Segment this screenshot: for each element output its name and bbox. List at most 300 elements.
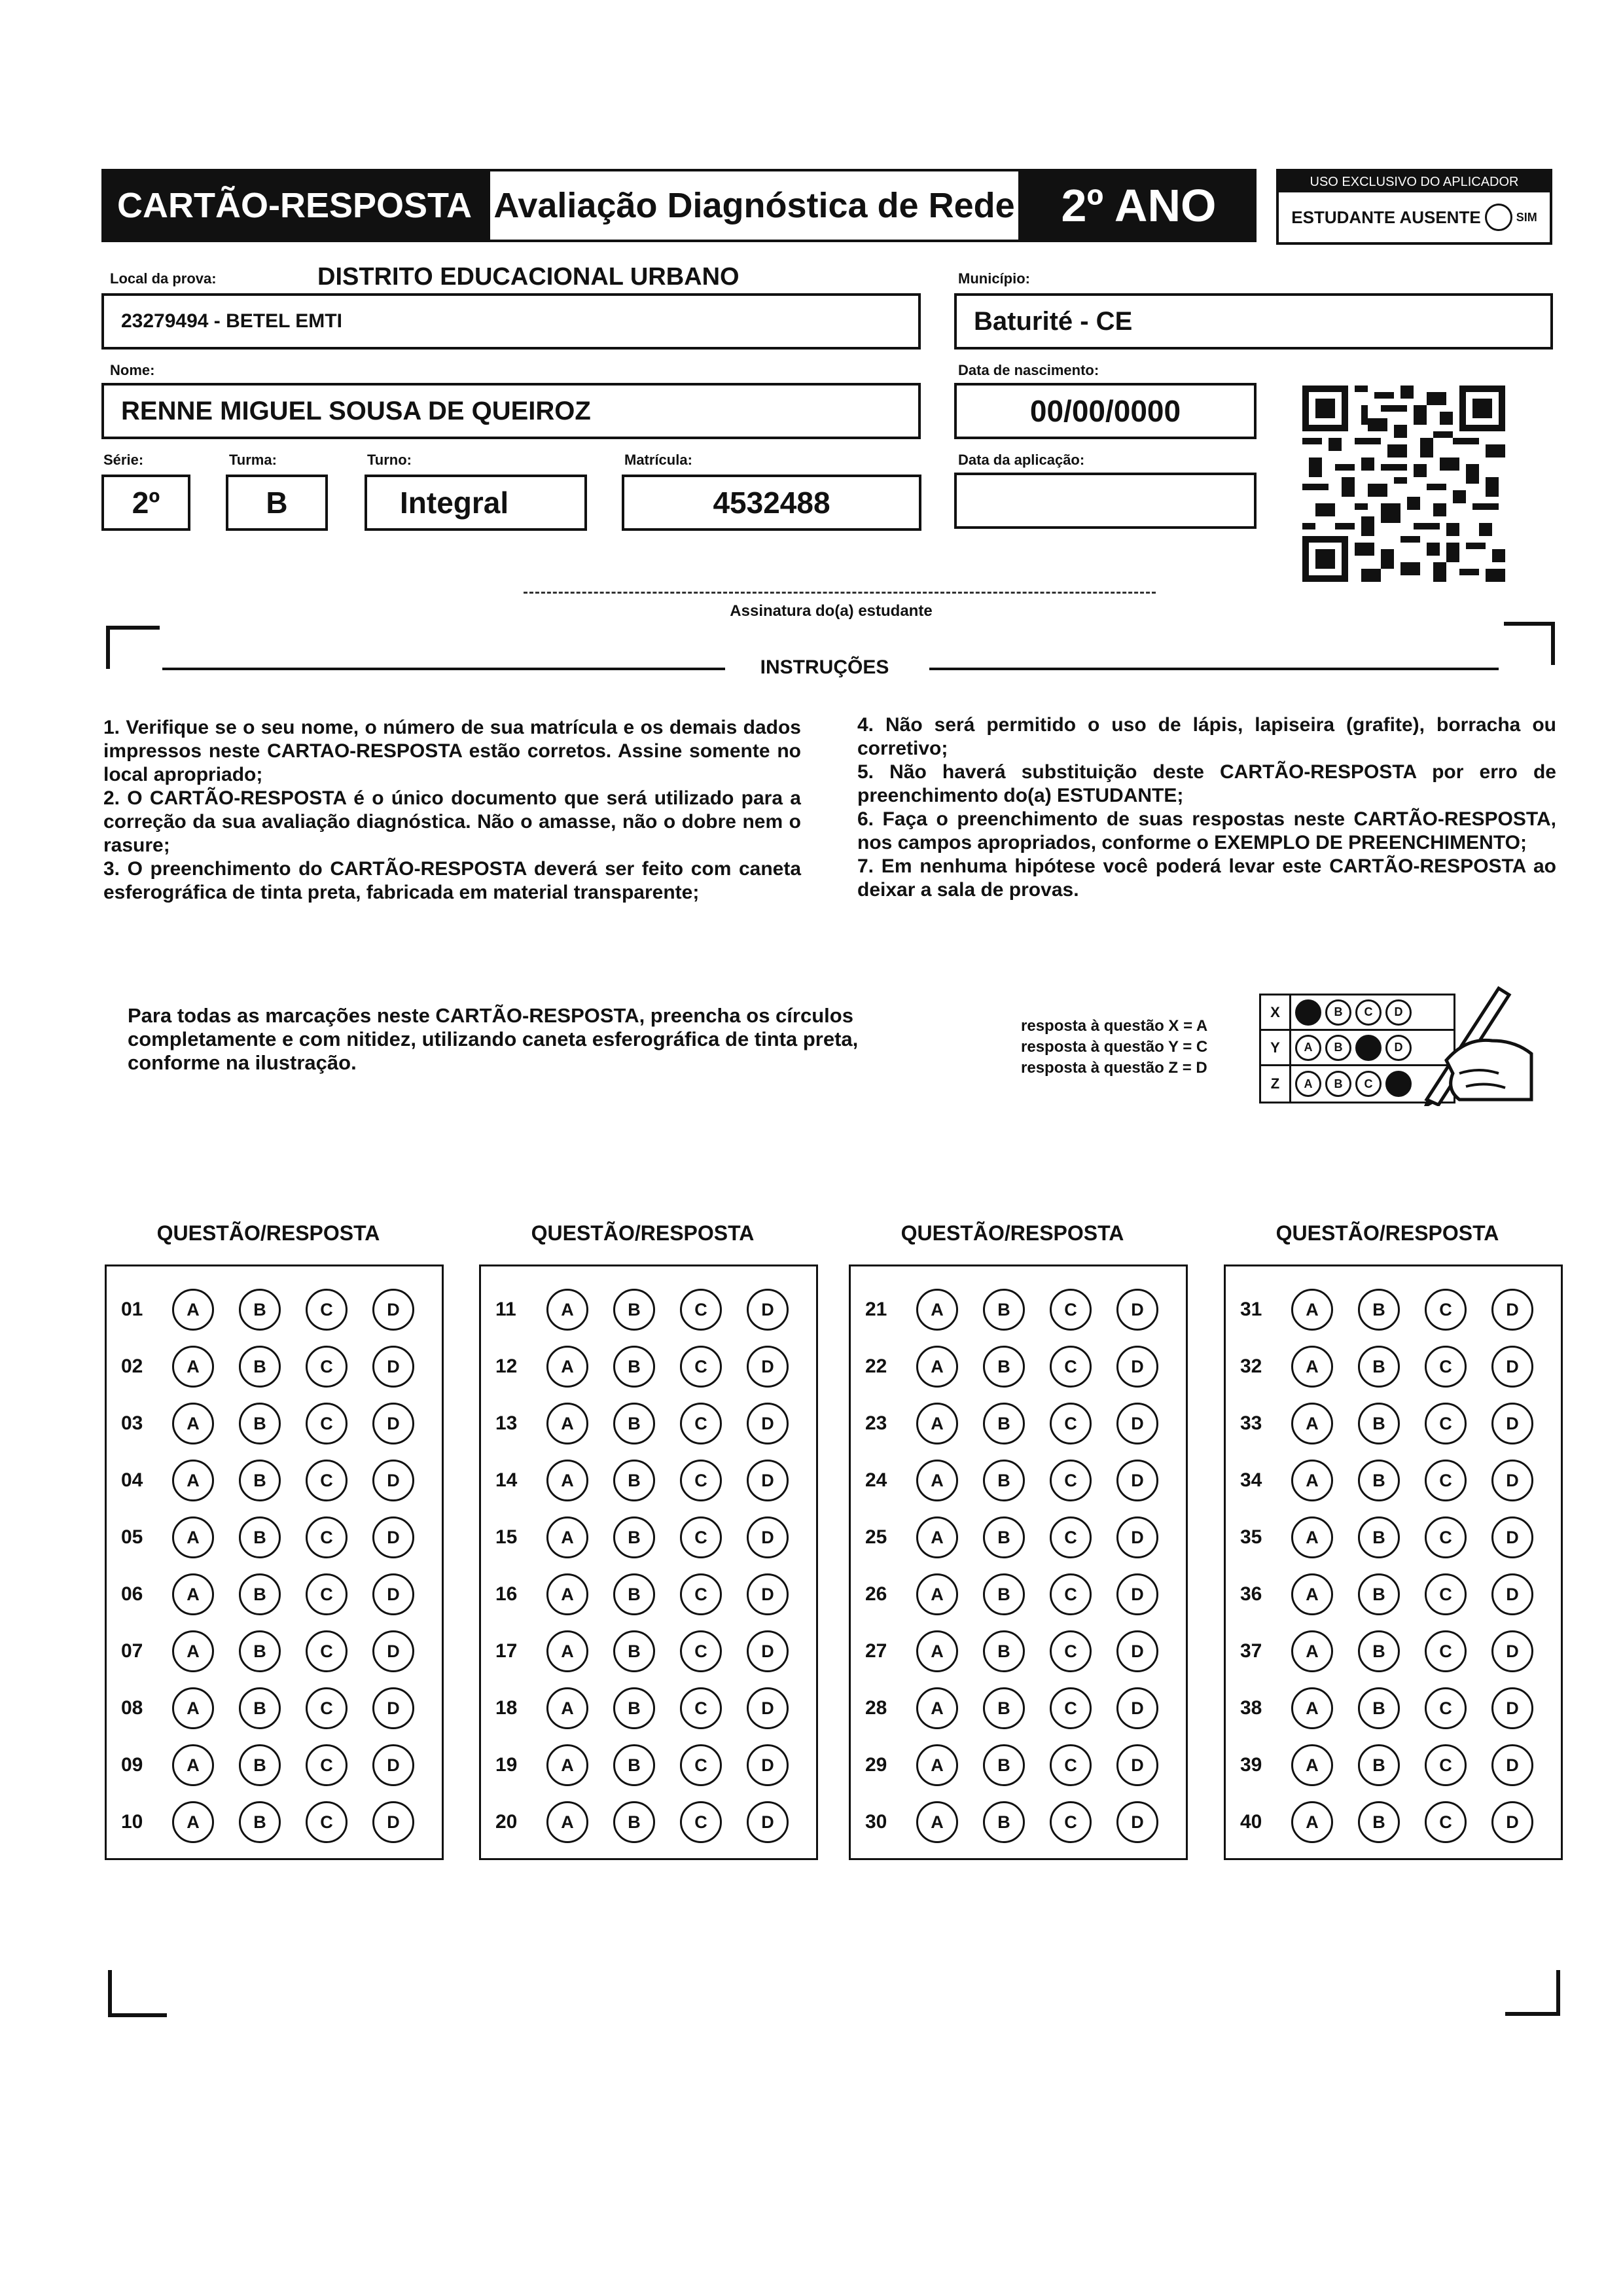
instruction-3: 3. O preenchimento do CARTÃO-RESPOSTA deverá ser feito com caneta esferográfica de tinta preta, fabricada em material transparente; xyxy=(103,858,801,903)
bubble-c[interactable]: C xyxy=(306,1801,348,1843)
bubble-d[interactable]: D xyxy=(1116,1801,1158,1843)
bubble-d[interactable]: D xyxy=(1116,1573,1158,1615)
example-row-label: Z xyxy=(1261,1066,1291,1102)
bubble-d[interactable]: D xyxy=(1116,1460,1158,1501)
bubble-c[interactable]: C xyxy=(1425,1346,1467,1388)
example-row-label: Y xyxy=(1261,1030,1291,1066)
question-number: 23 xyxy=(865,1412,887,1434)
question-row xyxy=(481,1801,813,1843)
bubble-c[interactable]: C xyxy=(1050,1516,1092,1558)
bubble-a[interactable]: A xyxy=(172,1801,214,1843)
bubble-a[interactable]: A xyxy=(1291,1346,1333,1388)
bubble-b[interactable]: B xyxy=(613,1403,655,1444)
bubble-a[interactable]: A xyxy=(546,1346,588,1388)
question-number: 19 xyxy=(495,1754,518,1776)
column-title-1: QUESTÃO/RESPOSTA xyxy=(156,1221,380,1245)
bubble-b[interactable]: B xyxy=(239,1460,281,1501)
question-number: 27 xyxy=(865,1640,887,1662)
question-number: 33 xyxy=(1240,1412,1262,1434)
bubble-b[interactable]: B xyxy=(239,1289,281,1331)
instruction-6: 6. Faça o preenchimento de suas respostas neste CARTÃO-RESPOSTA, nos campos apropriados, conforme o EXEMPLO DE PREENCHIMENTO; xyxy=(857,808,1556,853)
example-bubble-d: D xyxy=(1385,1035,1412,1061)
bubble-b[interactable]: B xyxy=(613,1687,655,1729)
bubble-a[interactable]: A xyxy=(1291,1687,1333,1729)
question-number: 32 xyxy=(1240,1355,1262,1377)
bubble-d[interactable]: D xyxy=(747,1573,789,1615)
question-row xyxy=(107,1460,439,1501)
bubble-d[interactable]: D xyxy=(372,1744,414,1786)
bubble-b[interactable]: B xyxy=(983,1289,1025,1331)
bubble-c[interactable]: C xyxy=(1425,1516,1467,1558)
instructions-rule-left xyxy=(162,668,725,670)
bubble-b[interactable]: B xyxy=(1358,1801,1400,1843)
question-number: 04 xyxy=(121,1469,143,1491)
bubble-a[interactable]: A xyxy=(1291,1801,1333,1843)
bubble-c[interactable]: C xyxy=(680,1744,722,1786)
turno-field: Integral xyxy=(365,475,587,531)
bubble-a[interactable]: A xyxy=(916,1289,958,1331)
bubble-a[interactable]: A xyxy=(1291,1630,1333,1672)
question-number: 18 xyxy=(495,1697,518,1719)
bubble-b[interactable]: B xyxy=(1358,1289,1400,1331)
bubble-c[interactable]: C xyxy=(680,1289,722,1331)
bubble-a[interactable]: A xyxy=(172,1573,214,1615)
bubble-d[interactable]: D xyxy=(747,1346,789,1388)
bubble-b[interactable]: B xyxy=(239,1573,281,1615)
bubble-a[interactable]: A xyxy=(1291,1744,1333,1786)
question-number: 07 xyxy=(121,1640,143,1662)
question-row xyxy=(481,1460,813,1501)
turma-field: B xyxy=(226,475,328,531)
bubble-c[interactable]: C xyxy=(680,1346,722,1388)
bubble-c[interactable]: C xyxy=(1050,1630,1092,1672)
applicator-box xyxy=(1276,169,1552,245)
question-row xyxy=(851,1516,1183,1558)
bubble-a[interactable]: A xyxy=(916,1460,958,1501)
question-column-2 xyxy=(479,1265,818,1860)
bubble-c[interactable]: C xyxy=(306,1573,348,1615)
bubble-c[interactable]: C xyxy=(1425,1289,1467,1331)
bubble-c[interactable]: C xyxy=(680,1573,722,1615)
question-number: 38 xyxy=(1240,1697,1262,1719)
instruction-1: 1. Verifique se o seu nome, o número de sua matrícula e os demais dados impressos neste CARTAO-RESPOSTA estão corretos. Assine somente no local apropriado; xyxy=(103,717,801,785)
question-number: 29 xyxy=(865,1754,887,1776)
bubble-d[interactable]: D xyxy=(372,1289,414,1331)
exam-title: Avaliação Diagnóstica de Rede xyxy=(488,169,1021,242)
bubble-b[interactable]: B xyxy=(1358,1346,1400,1388)
bubble-d[interactable]: D xyxy=(747,1516,789,1558)
bubble-d[interactable]: D xyxy=(1491,1687,1533,1729)
bubble-c[interactable]: C xyxy=(306,1687,348,1729)
pen-hand-illustration xyxy=(1407,975,1538,1106)
bubble-c[interactable]: C xyxy=(680,1801,722,1843)
bubble-a[interactable]: A xyxy=(1291,1460,1333,1501)
bubble-d[interactable]: D xyxy=(372,1516,414,1558)
bubble-b[interactable]: B xyxy=(239,1346,281,1388)
bubble-b[interactable]: B xyxy=(239,1687,281,1729)
bubble-b[interactable]: B xyxy=(239,1516,281,1558)
bubble-b[interactable]: B xyxy=(1358,1744,1400,1786)
bubble-c[interactable]: C xyxy=(1050,1744,1092,1786)
bubble-d[interactable]: D xyxy=(372,1403,414,1444)
question-row xyxy=(1226,1460,1558,1501)
bubble-a[interactable]: A xyxy=(172,1744,214,1786)
bubble-d[interactable]: D xyxy=(372,1346,414,1388)
absent-label: ESTUDANTE AUSENTE xyxy=(1291,207,1481,227)
bubble-b[interactable]: B xyxy=(983,1744,1025,1786)
example-bubble-a: A xyxy=(1295,1071,1321,1097)
bubble-d[interactable]: D xyxy=(747,1687,789,1729)
question-row xyxy=(1226,1744,1558,1786)
bubble-c[interactable]: C xyxy=(1425,1801,1467,1843)
matricula-label: Matrícula: xyxy=(624,452,692,468)
bubble-d[interactable]: D xyxy=(372,1687,414,1729)
bubble-b[interactable]: B xyxy=(1358,1630,1400,1672)
question-number: 31 xyxy=(1240,1299,1262,1320)
question-number: 34 xyxy=(1240,1469,1262,1491)
bubble-c[interactable]: C xyxy=(1425,1744,1467,1786)
bubble-b[interactable]: B xyxy=(983,1687,1025,1729)
card-title: CARTÃO-RESPOSTA xyxy=(101,169,488,242)
example-bubble-c xyxy=(1355,1035,1382,1061)
bubble-b[interactable]: B xyxy=(1358,1403,1400,1444)
bubble-c[interactable]: C xyxy=(1425,1630,1467,1672)
question-number: 10 xyxy=(121,1811,143,1833)
example-bubble-b: B xyxy=(1325,1071,1351,1097)
bubble-d[interactable]: D xyxy=(1491,1744,1533,1786)
example-legend-y: resposta à questão Y = C xyxy=(1021,1038,1208,1056)
bubble-b[interactable]: B xyxy=(1358,1573,1400,1615)
question-number: 37 xyxy=(1240,1640,1262,1662)
question-row xyxy=(107,1630,439,1672)
bubble-a[interactable]: A xyxy=(1291,1289,1333,1331)
bubble-d[interactable]: D xyxy=(372,1573,414,1615)
bubble-c[interactable]: C xyxy=(1425,1460,1467,1501)
bubble-c[interactable]: C xyxy=(306,1516,348,1558)
question-row xyxy=(107,1687,439,1729)
local-region: DISTRITO EDUCACIONAL URBANO xyxy=(317,263,740,291)
bubble-a[interactable]: A xyxy=(546,1460,588,1501)
question-row xyxy=(481,1630,813,1672)
bubble-a[interactable]: A xyxy=(172,1403,214,1444)
bubble-c[interactable]: C xyxy=(306,1744,348,1786)
nascimento-label: Data de nascimento: xyxy=(958,362,1099,378)
question-row xyxy=(1226,1573,1558,1615)
bubble-d[interactable]: D xyxy=(1491,1460,1533,1501)
bubble-b[interactable]: B xyxy=(239,1801,281,1843)
bubble-b[interactable]: B xyxy=(613,1346,655,1388)
question-number: 25 xyxy=(865,1526,887,1548)
bubble-d[interactable]: D xyxy=(1491,1289,1533,1331)
bubble-b[interactable]: B xyxy=(983,1630,1025,1672)
bubble-a[interactable]: A xyxy=(546,1573,588,1615)
bubble-b[interactable]: B xyxy=(613,1460,655,1501)
turno-label: Turno: xyxy=(367,452,412,468)
bubble-d[interactable]: D xyxy=(1491,1630,1533,1672)
municipio-label: Município: xyxy=(958,270,1030,287)
question-row xyxy=(851,1346,1183,1388)
question-number: 08 xyxy=(121,1697,143,1719)
bubble-a[interactable]: A xyxy=(172,1630,214,1672)
bubble-d[interactable]: D xyxy=(1491,1573,1533,1615)
bubble-a[interactable]: A xyxy=(546,1687,588,1729)
question-number: 13 xyxy=(495,1412,518,1434)
question-row xyxy=(1226,1289,1558,1331)
instructions-right xyxy=(857,713,1556,902)
school-field: 23279494 - BETEL EMTI xyxy=(101,293,921,350)
question-number: 39 xyxy=(1240,1754,1262,1776)
question-row xyxy=(107,1403,439,1444)
nascimento-field: 00/00/0000 xyxy=(954,383,1257,439)
question-row xyxy=(851,1744,1183,1786)
instruction-2: 2. O CARTÃO-RESPOSTA é o único documento que será utilizado para a correção da sua avaliação diagnóstica. Não o amasse, não o dobre nem o rasure; xyxy=(103,787,801,856)
bubble-c[interactable]: C xyxy=(1050,1573,1092,1615)
bubble-b[interactable]: B xyxy=(983,1516,1025,1558)
bubble-d[interactable]: D xyxy=(1116,1744,1158,1786)
bubble-d[interactable]: D xyxy=(1491,1801,1533,1843)
bubble-a[interactable]: A xyxy=(172,1516,214,1558)
question-row xyxy=(851,1403,1183,1444)
signature-label: Assinatura do(a) estudante xyxy=(730,602,933,620)
bubble-c[interactable]: C xyxy=(1050,1687,1092,1729)
instruction-4: 4. Não será permitido o uso de lápis, lapiseira (grafite), borracha ou corretivo; xyxy=(857,714,1556,759)
instructions-left xyxy=(103,716,801,905)
bubble-a[interactable]: A xyxy=(172,1460,214,1501)
absent-checkbox[interactable] xyxy=(1485,204,1512,231)
bubble-c[interactable]: C xyxy=(680,1403,722,1444)
bubble-a[interactable]: A xyxy=(916,1801,958,1843)
example-bubble-b: B xyxy=(1325,999,1351,1026)
question-number: 09 xyxy=(121,1754,143,1776)
fill-note: Para todas as marcações neste CARTÃO-RESPOSTA, preencha os círculos completamente e com nitidez, utilizando caneta esferográfica de tinta preta, conforme na ilustração. xyxy=(128,1004,859,1074)
bubble-d[interactable]: D xyxy=(1116,1403,1158,1444)
bubble-a[interactable]: A xyxy=(1291,1573,1333,1615)
bubble-b[interactable]: B xyxy=(983,1801,1025,1843)
column-title-3: QUESTÃO/RESPOSTA xyxy=(901,1221,1124,1245)
bubble-b[interactable]: B xyxy=(983,1403,1025,1444)
aplicacao-field[interactable] xyxy=(954,473,1257,529)
question-number: 20 xyxy=(495,1811,518,1833)
bubble-a[interactable]: A xyxy=(546,1744,588,1786)
question-row xyxy=(1226,1403,1558,1444)
bubble-d[interactable]: D xyxy=(747,1403,789,1444)
qr-code xyxy=(1302,385,1505,583)
local-label: Local da prova: xyxy=(110,270,217,287)
instructions-rule-right xyxy=(929,668,1499,670)
bubble-a[interactable]: A xyxy=(172,1289,214,1331)
serie-field: 2º xyxy=(101,475,190,531)
question-number: 11 xyxy=(495,1299,516,1320)
bubble-a[interactable]: A xyxy=(546,1516,588,1558)
instructions-title: INSTRUÇÕES xyxy=(760,656,889,678)
bubble-c[interactable]: C xyxy=(1425,1573,1467,1615)
bubble-a[interactable]: A xyxy=(916,1516,958,1558)
question-row xyxy=(1226,1346,1558,1388)
question-row xyxy=(1226,1801,1558,1843)
bubble-a[interactable]: A xyxy=(172,1687,214,1729)
bubble-b[interactable]: B xyxy=(983,1346,1025,1388)
question-number: 01 xyxy=(121,1299,143,1320)
corner-mark-bottom-right xyxy=(1505,1970,1560,2016)
question-number: 02 xyxy=(121,1355,143,1377)
bubble-c[interactable]: C xyxy=(1050,1801,1092,1843)
column-title-2: QUESTÃO/RESPOSTA xyxy=(531,1221,755,1245)
question-row xyxy=(1226,1516,1558,1558)
example-legend-z: resposta à questão Z = D xyxy=(1021,1059,1207,1077)
bubble-b[interactable]: B xyxy=(613,1289,655,1331)
question-number: 15 xyxy=(495,1526,518,1548)
question-row xyxy=(481,1573,813,1615)
bubble-d[interactable]: D xyxy=(1116,1630,1158,1672)
bubble-a[interactable]: A xyxy=(916,1744,958,1786)
example-legend xyxy=(1021,1016,1243,1079)
bubble-d[interactable]: D xyxy=(1491,1403,1533,1444)
bubble-a[interactable]: A xyxy=(916,1687,958,1729)
bubble-d[interactable]: D xyxy=(1116,1516,1158,1558)
bubble-c[interactable]: C xyxy=(306,1346,348,1388)
absent-yes-label: SIM xyxy=(1516,210,1537,224)
example-bubble-c: C xyxy=(1355,999,1382,1026)
bubble-c[interactable]: C xyxy=(1425,1687,1467,1729)
question-row xyxy=(481,1289,813,1331)
question-number: 22 xyxy=(865,1355,887,1377)
bubble-c[interactable]: C xyxy=(1050,1460,1092,1501)
example-bubble-c: C xyxy=(1355,1071,1382,1097)
instruction-7: 7. Em nenhuma hipótese você poderá levar este CARTÃO-RESPOSTA ao deixar a sala de provas. xyxy=(857,855,1556,901)
question-number: 36 xyxy=(1240,1583,1262,1605)
bubble-c[interactable]: C xyxy=(306,1630,348,1672)
bubble-d[interactable]: D xyxy=(747,1630,789,1672)
bubble-b[interactable]: B xyxy=(1358,1460,1400,1501)
question-row xyxy=(1226,1630,1558,1672)
bubble-b[interactable]: B xyxy=(239,1630,281,1672)
question-number: 30 xyxy=(865,1811,887,1833)
bubble-b[interactable]: B xyxy=(239,1403,281,1444)
bubble-d[interactable]: D xyxy=(747,1744,789,1786)
question-row xyxy=(481,1687,813,1729)
bubble-d[interactable]: D xyxy=(1491,1516,1533,1558)
bubble-c[interactable]: C xyxy=(306,1460,348,1501)
question-number: 12 xyxy=(495,1355,518,1377)
question-column-3 xyxy=(849,1265,1188,1860)
question-number: 28 xyxy=(865,1697,887,1719)
question-row xyxy=(851,1289,1183,1331)
question-number: 17 xyxy=(495,1640,518,1662)
bubble-d[interactable]: D xyxy=(372,1801,414,1843)
question-number: 40 xyxy=(1240,1811,1262,1833)
bubble-b[interactable]: B xyxy=(613,1573,655,1615)
question-number: 21 xyxy=(865,1299,887,1320)
bubble-a[interactable]: A xyxy=(916,1403,958,1444)
bubble-c[interactable]: C xyxy=(680,1460,722,1501)
question-row xyxy=(481,1403,813,1444)
example-bubble-a: A xyxy=(1295,1035,1321,1061)
turma-label: Turma: xyxy=(229,452,277,468)
nome-label: Nome: xyxy=(110,362,155,378)
bubble-b[interactable]: B xyxy=(613,1516,655,1558)
bubble-c[interactable]: C xyxy=(1050,1403,1092,1444)
bubble-c[interactable]: C xyxy=(1425,1403,1467,1444)
question-row xyxy=(107,1801,439,1843)
question-row xyxy=(481,1346,813,1388)
question-number: 26 xyxy=(865,1583,887,1605)
question-number: 35 xyxy=(1240,1526,1262,1548)
bubble-a[interactable]: A xyxy=(1291,1403,1333,1444)
question-row xyxy=(107,1346,439,1388)
question-number: 05 xyxy=(121,1526,143,1548)
bubble-a[interactable]: A xyxy=(916,1573,958,1615)
bubble-b[interactable]: B xyxy=(613,1744,655,1786)
example-bubble-b: B xyxy=(1325,1035,1351,1061)
bubble-b[interactable]: B xyxy=(1358,1687,1400,1729)
bubble-b[interactable]: B xyxy=(613,1801,655,1843)
question-number: 03 xyxy=(121,1412,143,1434)
question-row xyxy=(851,1801,1183,1843)
question-row xyxy=(1226,1687,1558,1729)
bubble-a[interactable]: A xyxy=(546,1801,588,1843)
question-row xyxy=(851,1687,1183,1729)
bubble-c[interactable]: C xyxy=(1050,1346,1092,1388)
bubble-d[interactable]: D xyxy=(747,1460,789,1501)
bubble-d[interactable]: D xyxy=(1116,1346,1158,1388)
bubble-a[interactable]: A xyxy=(916,1346,958,1388)
bubble-d[interactable]: D xyxy=(372,1460,414,1501)
signature-line[interactable] xyxy=(524,592,1156,594)
bubble-b[interactable]: B xyxy=(613,1630,655,1672)
example-bubble-a xyxy=(1295,999,1321,1026)
question-row xyxy=(851,1630,1183,1672)
question-row xyxy=(481,1516,813,1558)
corner-mark-top-right xyxy=(1504,622,1555,665)
question-column-4 xyxy=(1224,1265,1563,1860)
municipio-field: Baturité - CE xyxy=(954,293,1553,350)
bubble-d[interactable]: D xyxy=(372,1630,414,1672)
bubble-b[interactable]: B xyxy=(1358,1516,1400,1558)
example-legend-x: resposta à questão X = A xyxy=(1021,1017,1208,1035)
question-row xyxy=(851,1573,1183,1615)
column-title-4: QUESTÃO/RESPOSTA xyxy=(1275,1221,1499,1245)
bubble-a[interactable]: A xyxy=(1291,1516,1333,1558)
question-row xyxy=(107,1573,439,1615)
bubble-c[interactable]: C xyxy=(306,1403,348,1444)
bubble-b[interactable]: B xyxy=(239,1744,281,1786)
bubble-a[interactable]: A xyxy=(546,1403,588,1444)
bubble-a[interactable]: A xyxy=(546,1630,588,1672)
bubble-d[interactable]: D xyxy=(747,1801,789,1843)
bubble-b[interactable]: B xyxy=(983,1573,1025,1615)
bubble-a[interactable]: A xyxy=(172,1346,214,1388)
bubble-d[interactable]: D xyxy=(747,1289,789,1331)
question-row xyxy=(107,1744,439,1786)
bubble-c[interactable]: C xyxy=(680,1516,722,1558)
bubble-b[interactable]: B xyxy=(983,1460,1025,1501)
grade-badge: 2º ANO xyxy=(1021,169,1257,242)
bubble-a[interactable]: A xyxy=(916,1630,958,1672)
bubble-d[interactable]: D xyxy=(1116,1289,1158,1331)
aplicacao-label: Data da aplicação: xyxy=(958,452,1085,468)
bubble-c[interactable]: C xyxy=(680,1687,722,1729)
bubble-a[interactable]: A xyxy=(546,1289,588,1331)
bubble-c[interactable]: C xyxy=(1050,1289,1092,1331)
question-column-1 xyxy=(105,1265,444,1860)
bubble-d[interactable]: D xyxy=(1116,1687,1158,1729)
question-number: 24 xyxy=(865,1469,887,1491)
corner-mark-bottom-left xyxy=(108,1970,167,2017)
bubble-c[interactable]: C xyxy=(680,1630,722,1672)
bubble-c[interactable]: C xyxy=(306,1289,348,1331)
bubble-d[interactable]: D xyxy=(1491,1346,1533,1388)
question-row xyxy=(107,1289,439,1331)
